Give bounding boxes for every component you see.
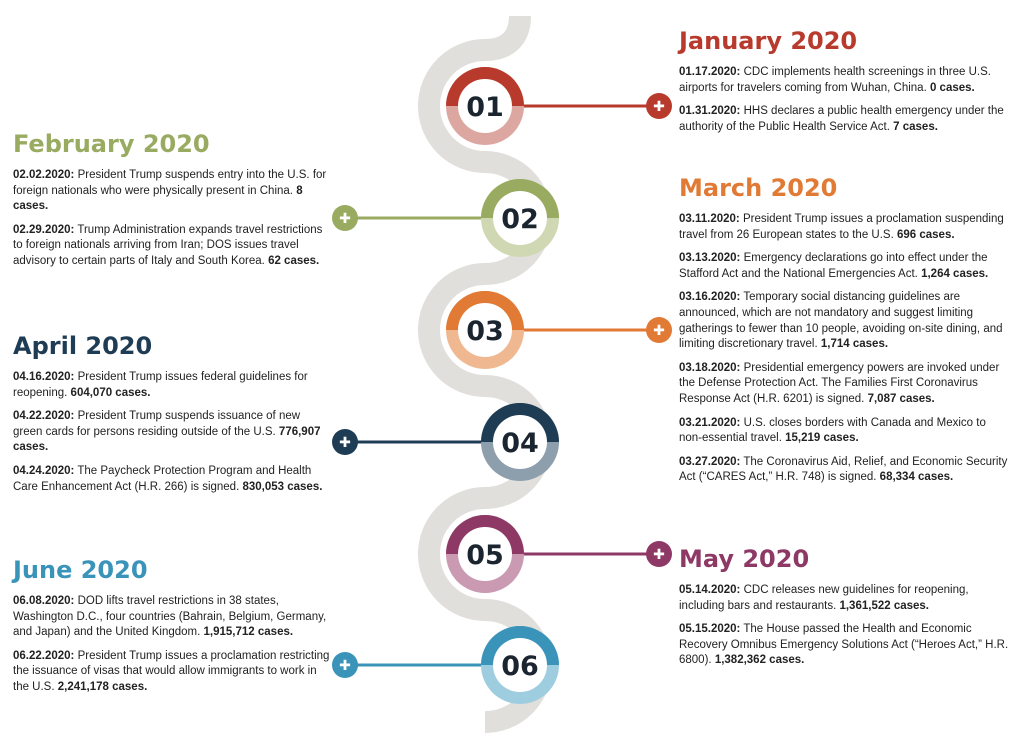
step-number: 06: [501, 651, 539, 682]
january-entry-2: [679, 104, 1009, 135]
plus-icon: ✚: [339, 211, 351, 227]
plus-icon: ✚: [339, 435, 351, 451]
entry-text: CDC implements health screenings in three U.S. airports for travelers coming from Wuhan, China.: [679, 66, 991, 94]
april-panel: [13, 331, 331, 503]
entry-text: Emergency declarations go into effect under the Stafford Act and the National Emergencies Act.: [679, 252, 988, 280]
entry-text: President Trump issues a proclamation restricting the issuance of visas that would allow immigrants to work in the U.S.: [13, 649, 330, 693]
entry-date: 03.27.2020:: [679, 455, 741, 468]
entry-date: 06.22.2020:: [13, 649, 75, 662]
april-title: April 2020: [13, 332, 153, 360]
entry-text: Trump Administration expands travel restrictions to foreign nationals arriving from Iran; DOS issues travel advisory to certain parts of Italy and South Korea.: [13, 223, 323, 267]
entry-text: President Trump issues a proclamation suspending travel from 26 European states to the U.S.: [679, 213, 1004, 241]
march-title: March 2020: [679, 174, 838, 202]
march-entry-3: [679, 290, 1009, 352]
march-entries: [679, 212, 1009, 486]
step-04: [332, 403, 559, 481]
plus-icon: ✚: [653, 323, 665, 339]
january-entry-1: [679, 65, 1009, 96]
march-entry-4: [679, 361, 1009, 408]
entry-text: The Paycheck Protection Program and Health Care Enhancement Act (H.R. 266) is signed.: [13, 464, 312, 493]
march-entry-6: [679, 455, 1009, 486]
june-entries: [13, 594, 331, 696]
entry-date: 02.29.2020:: [13, 223, 75, 236]
entry-date: 05.14.2020:: [679, 584, 741, 596]
entry-cases: 604,070 cases.: [70, 386, 151, 399]
step-03: [446, 291, 672, 369]
may-entries: [679, 583, 1009, 669]
plus-icon: ✚: [653, 99, 665, 115]
entry-cases: 68,334 cases.: [879, 471, 954, 484]
april-entry-2: [13, 409, 331, 456]
entry-text: The House passed the Health and Economic Recovery Omnibus Emergency Solutions Act (“Heroes Act,” H.R. 6800).: [679, 623, 1009, 667]
entry-cases: 15,219 cases.: [785, 432, 859, 445]
entry-cases: 2,241,178 cases.: [57, 680, 148, 693]
january-title: January 2020: [679, 27, 858, 55]
entry-text: President Trump issues federal guidelines for reopening.: [13, 371, 308, 399]
entry-date: 01.31.2020:: [679, 105, 741, 118]
april-entry-1: [13, 370, 331, 401]
entry-cases: 1,264 cases.: [921, 267, 989, 280]
entry-date: 05.15.2020:: [679, 623, 741, 636]
entry-text: Presidential emergency powers are invoked under the Defense Protection Act. The Families First Coronavirus Response Act (H.R. 6201) is signed.: [679, 361, 1000, 405]
january-panel: [679, 26, 1009, 143]
may-entry-2: [679, 622, 1009, 669]
entry-date: 03.11.2020:: [679, 213, 740, 225]
january-entries: [679, 65, 1009, 135]
entry-text: DOD lifts travel restrictions in 38 states, Washington D.C., four countries (Bahrain, Belgium, Germany, and Japan) and the United Kingdom.: [13, 595, 327, 639]
entry-text: President Trump suspends issuance of new green cards for persons residing outside of the U.S.: [13, 410, 301, 438]
entry-cases: 696 cases.: [896, 228, 955, 241]
entry-text: President Trump suspends entry into the U.S. for foreign nationals who were physically present in China.: [13, 169, 327, 197]
entry-cases: 7,087 cases.: [867, 392, 935, 405]
step-number: 04: [501, 428, 539, 459]
entry-date: 04.22.2020:: [13, 410, 75, 423]
entry-cases: 8 cases.: [13, 184, 303, 213]
plus-icon: ✚: [653, 547, 665, 563]
june-title: June 2020: [13, 556, 148, 584]
entry-cases: 0 cases.: [929, 81, 975, 94]
february-title: February 2020: [13, 130, 210, 158]
february-entry-1: [13, 168, 331, 215]
march-entry-1: [679, 212, 1009, 243]
may-entry-1: [679, 583, 1009, 614]
entry-text: Temporary social distancing guidelines are announced, which are not mandatory and suggest limiting gatherings to fewer than 10 people, avoiding on-site dining, and limiting discretionary travel.: [679, 291, 1003, 351]
february-entries: [13, 168, 331, 270]
step-number: 03: [466, 316, 504, 347]
february-entry-2: [13, 223, 331, 270]
entry-cases: 830,053 cases.: [242, 480, 323, 493]
entry-date: 03.16.2020:: [679, 291, 741, 304]
entry-text: CDC releases new guidelines for reopening, including bars and restaurants.: [679, 584, 969, 612]
entry-date: 04.24.2020:: [13, 464, 75, 477]
entry-date: 01.17.2020:: [679, 66, 741, 78]
entry-cases: 1,915,712 cases.: [203, 626, 294, 639]
may-panel: [679, 544, 1009, 677]
entry-cases: 7 cases.: [893, 120, 938, 133]
april-entries: [13, 370, 331, 495]
step-06: [332, 626, 559, 704]
step-number: 05: [466, 540, 504, 571]
plus-icon: ✚: [339, 658, 351, 674]
may-title: May 2020: [679, 545, 810, 573]
step-01: [446, 67, 672, 145]
march-panel: [679, 173, 1009, 494]
step-number: 02: [501, 204, 539, 235]
step-02: [332, 179, 559, 257]
entry-cases: 1,382,362 cases.: [714, 654, 805, 667]
june-entry-2: [13, 649, 331, 696]
step-number: 01: [466, 92, 504, 123]
entry-cases: 1,714 cases.: [820, 338, 889, 351]
february-panel: [13, 129, 331, 278]
entry-date: 04.16.2020:: [13, 371, 75, 383]
entry-date: 03.13.2020:: [679, 252, 741, 265]
june-panel: [13, 555, 331, 704]
entry-cases: 62 cases.: [268, 254, 320, 267]
entry-date: 03.21.2020:: [679, 416, 741, 429]
entry-date: 02.02.2020:: [13, 169, 75, 181]
entry-text: U.S. closes borders with Canada and Mexico to non-essential travel.: [679, 416, 986, 445]
march-entry-5: [679, 416, 1009, 447]
entry-cases: 776,907 cases.: [13, 425, 321, 454]
entry-cases: 1,361,522 cases.: [839, 599, 929, 612]
entry-text: The Coronavirus Aid, Relief, and Economic Security Act (“CARES Act,” H.R. 748) is signed.: [679, 455, 1008, 484]
march-entry-2: [679, 251, 1009, 282]
april-entry-3: [13, 464, 331, 495]
june-entry-1: [13, 594, 331, 641]
step-05: [446, 515, 672, 593]
entry-text: HHS declares a public health emergency under the authority of the Public Health Service Act.: [679, 105, 1004, 133]
entry-date: 03.18.2020:: [679, 361, 741, 374]
entry-date: 06.08.2020:: [13, 595, 75, 607]
